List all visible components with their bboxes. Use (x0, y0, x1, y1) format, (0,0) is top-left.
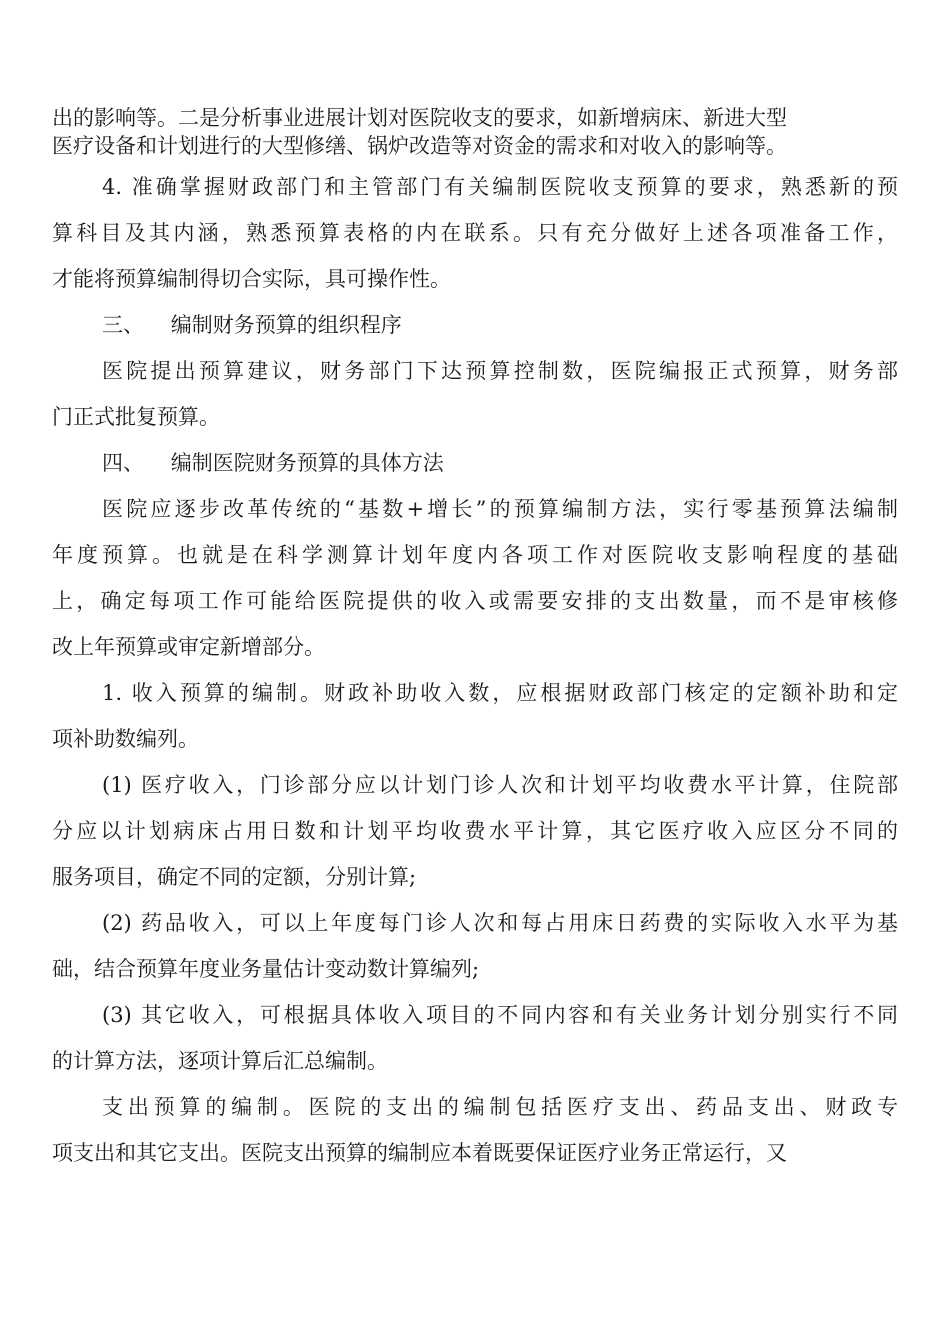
text-line: 项支出和其它支出。医院支出预算的编制应本着既要保证医疗业务正常运行，又 (52, 1141, 787, 1165)
text-line: (1) 医疗收入，门诊部分应以计划门诊人次和计划平均收费水平计算，住院部 (102, 773, 898, 797)
text-line: 年度预算。也就是在科学测算计划年度内各项工作对医院收支影响程度的基础 (52, 543, 898, 567)
text-line: 项补助数编列。 (52, 727, 199, 751)
text-line: 才能将预算编制得切合实际，具可操作性。 (52, 267, 451, 291)
text-line: 分应以计划病床占用日数和计划平均收费水平计算，其它医疗收入应区分不同的 (52, 819, 898, 843)
paragraph-drug-income (52, 900, 898, 992)
section-heading-4: 四、 编制医院财务预算的具体方法 (102, 451, 444, 475)
paragraph-medical-income (52, 762, 898, 900)
text-line: (3) 其它收入，可根据具体收入项目的不同内容和有关业务计划分别实行不同 (102, 1003, 898, 1027)
text-line: 4. 准确掌握财政部门和主管部门有关编制医院收支预算的要求，熟悉新的预 (102, 175, 898, 199)
text-line: 1. 收入预算的编制。财政补助收入数，应根据财政部门核定的定额补助和定 (102, 681, 898, 705)
section-heading-3: 三、 编制财务预算的组织程序 (102, 313, 402, 337)
text-line: 服务项目，确定不同的定额，分别计算; (52, 865, 417, 889)
text-line: 算科目及其内涵，熟悉预算表格的内在联系。只有充分做好上述各项准备工作， (52, 221, 898, 245)
paragraph-other-income (52, 992, 898, 1084)
text-line: 上，确定每项工作可能给医院提供的收入或需要安排的支出数量，而不是审核修 (52, 589, 898, 613)
paragraph-item-4 (52, 164, 898, 302)
paragraph-income-budget (52, 670, 898, 762)
text-line: 医院提出预算建议，财务部门下达预算控制数，医院编报正式预算，财务部 (102, 359, 898, 383)
paragraph-procedure (52, 348, 898, 440)
carryover-line-1: 出的影响等。二是分析事业进展计划对医院收支的要求，如新增病床、新进大型 (52, 106, 787, 130)
paragraph-expense-budget (52, 1084, 898, 1176)
text-line: 础，结合预算年度业务量估计变动数计算编列; (52, 957, 480, 981)
text-line: 门正式批复预算。 (52, 405, 220, 429)
text-line: 的计算方法，逐项计算后汇总编制。 (52, 1049, 388, 1073)
text-line: (2) 药品收入，可以上年度每门诊人次和每占用床日药费的实际收入水平为基 (102, 911, 898, 935)
carryover-line-2: 医疗设备和计划进行的大型修缮、锅炉改造等对资金的需求和对收入的影响等。 (52, 134, 787, 158)
text-line: 改上年预算或审定新增部分。 (52, 635, 325, 659)
text-line: 支出预算的编制。医院的支出的编制包括医疗支出、药品支出、财政专 (102, 1095, 898, 1119)
text-line: 医院应逐步改革传统的“基数+增长”的预算编制方法，实行零基预算法编制 (102, 497, 898, 521)
paragraph-method (52, 486, 898, 670)
